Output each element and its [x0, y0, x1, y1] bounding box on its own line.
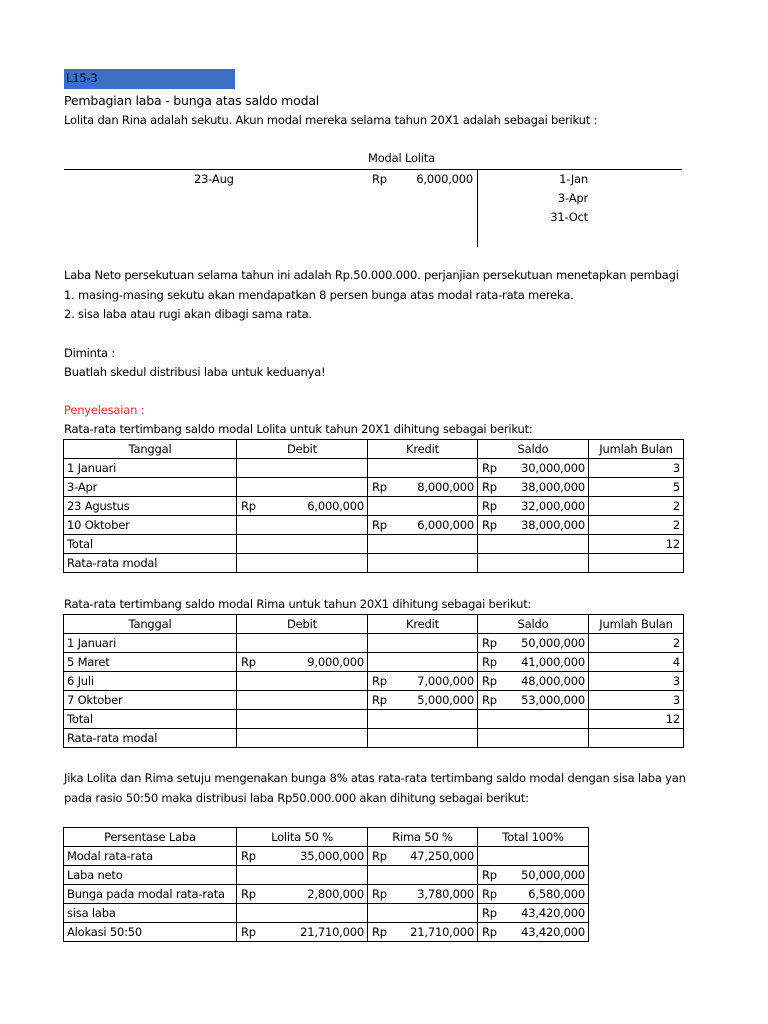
saldo-cell	[478, 497, 589, 516]
amount-value: 9,000,000	[307, 655, 364, 669]
date-cell: 23 Agustus	[64, 497, 237, 516]
months-cell	[589, 729, 684, 748]
debit-cell	[237, 672, 368, 691]
months-cell: 2	[589, 516, 684, 535]
kredit-cell	[368, 516, 478, 535]
currency-label: Rp	[241, 925, 256, 939]
amount-value: 6,580,000	[528, 887, 585, 901]
t-account-debit-currency: Rp	[372, 172, 387, 186]
rima-cell	[368, 866, 478, 885]
amount-value: 38,000,000	[521, 518, 585, 532]
label-cell: Bunga pada modal rata-rata	[64, 885, 237, 904]
currency-label: Rp	[372, 518, 387, 532]
table-header-row	[64, 828, 589, 847]
amount-value: 38,000,000	[521, 480, 585, 494]
table-row	[64, 866, 589, 885]
diminta-label: Diminta :	[64, 346, 116, 360]
currency-label: Rp	[482, 518, 497, 532]
currency-label: Rp	[372, 674, 387, 688]
lolita-caption: Rata-rata tertimbang saldo modal Lolita untuk tahun 20X1 dihitung sebagai berikut:	[64, 422, 533, 436]
label-cell: sisa laba	[64, 904, 237, 923]
currency-label: Rp	[241, 655, 256, 669]
kredit-cell	[368, 729, 478, 748]
lolita-cell	[237, 885, 368, 904]
column-header: Total 100%	[478, 828, 589, 847]
column-header: Jumlah Bulan	[589, 440, 684, 459]
table-row	[64, 554, 684, 573]
t-account-debit-amount: 6,000,000	[416, 172, 473, 186]
currency-label: Rp	[482, 499, 497, 513]
amount-value: 35,000,000	[300, 849, 364, 863]
amount-value: 21,710,000	[300, 925, 364, 939]
lolita-cell	[237, 923, 368, 942]
rima-capital-table	[63, 614, 684, 748]
currency-label: Rp	[482, 868, 497, 882]
date-cell: 3-Apr	[64, 478, 237, 497]
debit-cell	[237, 459, 368, 478]
saldo-cell	[478, 691, 589, 710]
table-row	[64, 497, 684, 516]
subtitle: Pembagian laba - bunga atas saldo modal	[64, 93, 320, 108]
currency-label: Rp	[372, 480, 387, 494]
intro-line: Lolita dan Rina adalah sekutu. Akun modal mereka selama tahun 20X1 adalah sebagai berikut :	[64, 113, 598, 127]
rima-caption: Rata-rata tertimbang saldo modal Rima untuk tahun 20X1 dihitung sebagai berikut:	[64, 597, 532, 611]
t-account-vertical-line	[477, 169, 478, 247]
currency-label: Rp	[482, 674, 497, 688]
kredit-cell	[368, 653, 478, 672]
total-cell	[478, 904, 589, 923]
currency-label: Rp	[482, 925, 497, 939]
amount-value: 48,000,000	[521, 674, 585, 688]
table-row	[64, 478, 684, 497]
column-header: Saldo	[478, 615, 589, 634]
column-header: Jumlah Bulan	[589, 615, 684, 634]
currency-label: Rp	[482, 636, 497, 650]
t-account-credit-date: 31-Oct	[550, 210, 588, 224]
debit-cell	[237, 478, 368, 497]
date-cell: 7 Oktober	[64, 691, 237, 710]
table-row	[64, 459, 684, 478]
amount-value: 47,250,000	[410, 849, 474, 863]
months-cell: 3	[589, 459, 684, 478]
label-cell: Modal rata-rata	[64, 847, 237, 866]
debit-cell	[237, 497, 368, 516]
currency-label: Rp	[241, 849, 256, 863]
debit-cell	[237, 729, 368, 748]
amount-value: 43,420,000	[521, 925, 585, 939]
saldo-cell	[478, 653, 589, 672]
months-cell: 3	[589, 691, 684, 710]
amount-value: 50,000,000	[521, 868, 585, 882]
saldo-cell	[478, 516, 589, 535]
total-cell	[478, 885, 589, 904]
debit-cell	[237, 516, 368, 535]
problem-code: L15-3	[66, 71, 98, 85]
months-cell: 4	[589, 653, 684, 672]
currency-label: Rp	[372, 693, 387, 707]
kredit-cell	[368, 497, 478, 516]
date-cell: Rata-rata modal	[64, 554, 237, 573]
date-cell: Rata-rata modal	[64, 729, 237, 748]
table-row	[64, 885, 589, 904]
amount-value: 53,000,000	[521, 693, 585, 707]
distribution-table	[63, 827, 589, 942]
amount-value: 6,000,000	[307, 499, 364, 513]
amount-value: 30,000,000	[521, 461, 585, 475]
saldo-cell	[478, 672, 589, 691]
debit-cell	[237, 554, 368, 573]
amount-value: 6,000,000	[417, 518, 474, 532]
table-row	[64, 847, 589, 866]
months-cell: 12	[589, 710, 684, 729]
debit-cell	[237, 634, 368, 653]
saldo-cell	[478, 634, 589, 653]
column-header: Debit	[237, 440, 368, 459]
saldo-cell	[478, 478, 589, 497]
t-account-credit-date: 3-Apr	[557, 191, 588, 205]
table-row	[64, 634, 684, 653]
debit-cell	[237, 535, 368, 554]
distribution-text-1: Jika Lolita dan Rima setuju mengenakan bunga 8% atas rata-rata tertimbang saldo modal dengan sisa laba yan	[64, 771, 686, 785]
amount-value: 21,710,000	[410, 925, 474, 939]
problem-code-header	[64, 69, 235, 89]
t-account-title: Modal Lolita	[368, 151, 435, 165]
amount-value: 50,000,000	[521, 636, 585, 650]
table-row	[64, 710, 684, 729]
lolita-cell	[237, 866, 368, 885]
currency-label: Rp	[482, 655, 497, 669]
t-account-horizontal-line	[64, 169, 682, 170]
kredit-cell	[368, 672, 478, 691]
date-cell: Total	[64, 710, 237, 729]
amount-value: 5,000,000	[417, 693, 474, 707]
column-header: Tanggal	[64, 615, 237, 634]
table-row	[64, 729, 684, 748]
problem-item-2: 2. sisa laba atau rugi akan dibagi sama rata.	[64, 307, 312, 321]
table-row	[64, 691, 684, 710]
kredit-cell	[368, 691, 478, 710]
column-header: Rima 50 %	[368, 828, 478, 847]
kredit-cell	[368, 710, 478, 729]
total-cell	[478, 847, 589, 866]
kredit-cell	[368, 554, 478, 573]
column-header: Lolita 50 %	[237, 828, 368, 847]
solution-heading: Penyelesaian :	[64, 403, 145, 417]
table-header-row	[64, 440, 684, 459]
rima-cell	[368, 923, 478, 942]
months-cell: 2	[589, 634, 684, 653]
kredit-cell	[368, 478, 478, 497]
saldo-cell	[478, 710, 589, 729]
currency-label: Rp	[372, 887, 387, 901]
months-cell: 3	[589, 672, 684, 691]
debit-cell	[237, 710, 368, 729]
table-header-row	[64, 615, 684, 634]
t-account-debit-date: 23-Aug	[194, 172, 234, 186]
column-header: Saldo	[478, 440, 589, 459]
task-line: Buatlah skedul distribusi laba untuk keduanya!	[64, 365, 326, 379]
currency-label: Rp	[482, 693, 497, 707]
total-cell	[478, 866, 589, 885]
lolita-cell	[237, 847, 368, 866]
months-cell: 2	[589, 497, 684, 516]
lolita-cell	[237, 904, 368, 923]
amount-value: 8,000,000	[417, 480, 474, 494]
rima-cell	[368, 885, 478, 904]
amount-value: 3,780,000	[417, 887, 474, 901]
currency-label: Rp	[241, 887, 256, 901]
currency-label: Rp	[482, 906, 497, 920]
debit-cell	[237, 653, 368, 672]
date-cell: 1 Januari	[64, 459, 237, 478]
table-row	[64, 904, 589, 923]
amount-value: 7,000,000	[417, 674, 474, 688]
lolita-capital-table	[63, 439, 684, 573]
table-row	[64, 923, 589, 942]
column-header: Debit	[237, 615, 368, 634]
debit-cell	[237, 691, 368, 710]
column-header: Kredit	[368, 440, 478, 459]
currency-label: Rp	[482, 887, 497, 901]
column-header: Kredit	[368, 615, 478, 634]
total-cell	[478, 923, 589, 942]
amount-value: 32,000,000	[521, 499, 585, 513]
saldo-cell	[478, 729, 589, 748]
months-cell	[589, 554, 684, 573]
date-cell: Total	[64, 535, 237, 554]
label-cell: Alokasi 50:50	[64, 923, 237, 942]
date-cell: 5 Maret	[64, 653, 237, 672]
column-header: Tanggal	[64, 440, 237, 459]
saldo-cell	[478, 554, 589, 573]
months-cell: 12	[589, 535, 684, 554]
kredit-cell	[368, 535, 478, 554]
saldo-cell	[478, 535, 589, 554]
kredit-cell	[368, 634, 478, 653]
problem-line: Laba Neto persekutuan selama tahun ini adalah Rp.50.000.000. perjanjian persekutuan menetapkan pembagi	[64, 268, 679, 282]
table-row	[64, 516, 684, 535]
date-cell: 10 Oktober	[64, 516, 237, 535]
amount-value: 2,800,000	[307, 887, 364, 901]
table-row	[64, 672, 684, 691]
table-row	[64, 535, 684, 554]
amount-value: 41,000,000	[521, 655, 585, 669]
currency-label: Rp	[482, 461, 497, 475]
problem-item-1: 1. masing-masing sekutu akan mendapatkan 8 persen bunga atas modal rata-rata mereka.	[64, 288, 574, 302]
t-account-credit-date: 1-Jan	[559, 172, 588, 186]
date-cell: 1 Januari	[64, 634, 237, 653]
date-cell: 6 Juli	[64, 672, 237, 691]
months-cell: 5	[589, 478, 684, 497]
currency-label: Rp	[241, 499, 256, 513]
column-header: Persentase Laba	[64, 828, 237, 847]
saldo-cell	[478, 459, 589, 478]
table-row	[64, 653, 684, 672]
distribution-text-2: pada rasio 50:50 maka distribusi laba Rp50.000.000 akan dihitung sebagai berikut:	[64, 791, 529, 805]
rima-cell	[368, 847, 478, 866]
amount-value: 43,420,000	[521, 906, 585, 920]
rima-cell	[368, 904, 478, 923]
currency-label: Rp	[482, 480, 497, 494]
label-cell: Laba neto	[64, 866, 237, 885]
kredit-cell	[368, 459, 478, 478]
currency-label: Rp	[372, 849, 387, 863]
currency-label: Rp	[372, 925, 387, 939]
